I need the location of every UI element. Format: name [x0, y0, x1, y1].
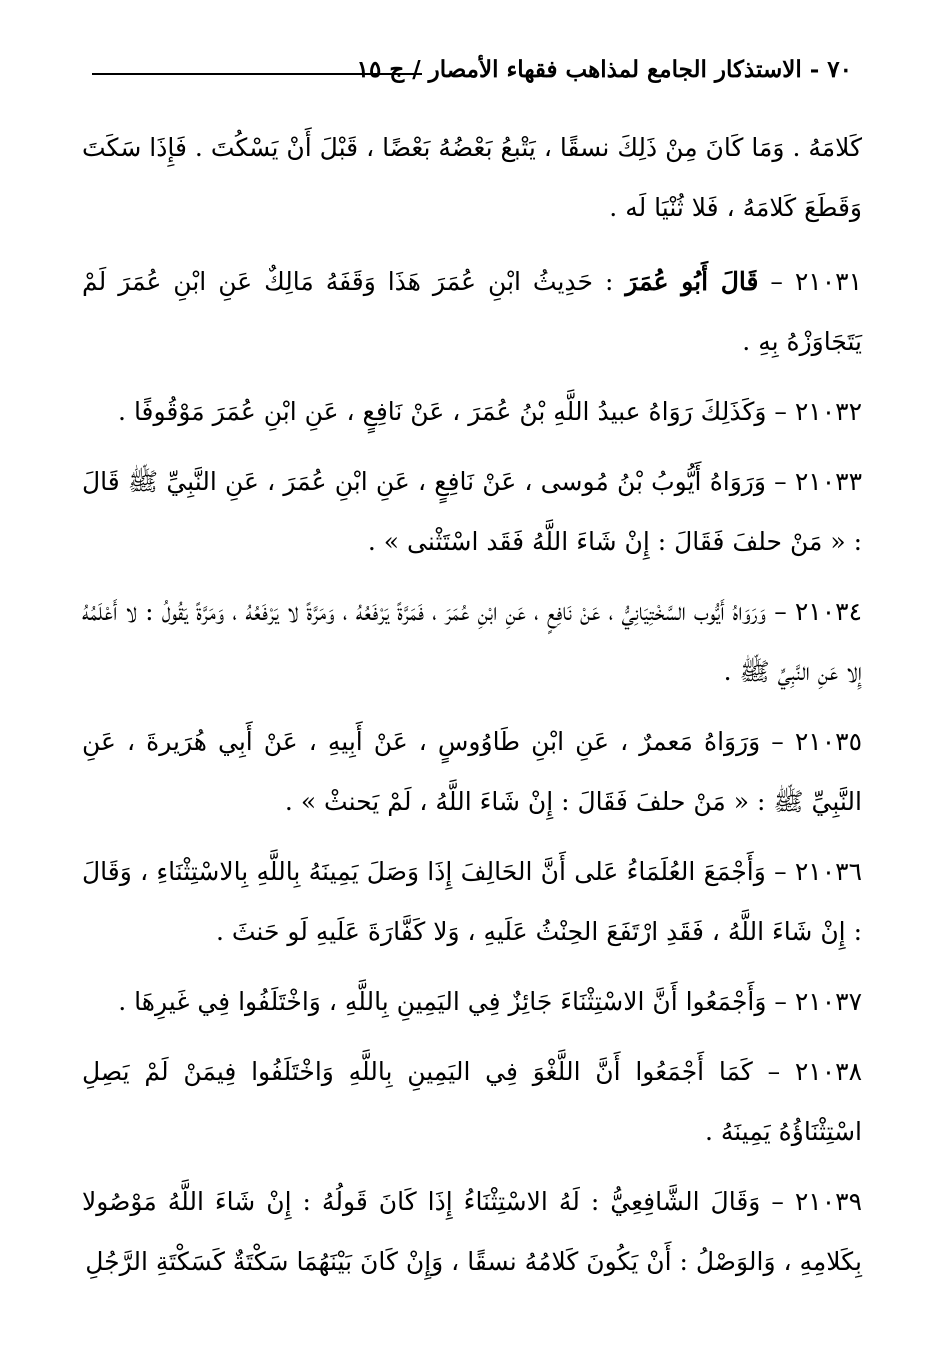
header-rule [92, 73, 422, 75]
paragraph-number: ٢١٠٣١ [794, 267, 862, 296]
paragraph-text: وَقَالَ الشَّافِعِيُّ : لَهُ الاسْتِثْنَاءُ إِذَا كَانَ قَولُهُ : إِنْ شَاءَ اللَّهُ مَوْصُولا بِكَلامِهِ ، وَالوَصْلُ : أَنْ يَكُونَ كَلامُهُ نسقًا ، وَإِنْ كَانَ بَيْنَهُمَا سَكْتَةٌ كَسَكْتَةِ الرَّجُلِ [82, 1187, 862, 1276]
number-dash: – [765, 467, 787, 496]
paragraph-text: وَرَوَاهُ أَيُّوبُ بْنُ مُوسى ، عَنْ نَافِعٍ ، عَنِ ابْنِ عُمَرَ ، عَنِ النَّبِيِّ ﷺ قَالَ : « مَنْ حلفَ فَقَالَ : إِنْ شَاءَ اللَّهُ فَقَد اسْتَثْنى » . [82, 467, 862, 556]
paragraph-text: وَرَوَاهُ أَيُّوب السَّخْتِيَانِيُّ ، عَنْ نَافِعٍ ، عَنِ ابْنِ عُمَرَ ، فَمَرَّةً يَرْفَعُهُ ، وَمَرَّةً لا يَرْفَعُهُ ، وَمَرَّةً يَقُولُ : لا أَعْلَمُهُ إِلا عَنِ النَّبِيِّ ﷺ . [82, 597, 862, 686]
header-title: ٧٠ - الاستذكار الجامع لمذاهب فقهاء الأمصار / ج ١٥ [356, 56, 852, 83]
paragraph-21032 [82, 382, 862, 442]
paragraph-speaker: قَالَ أَبُو عُمَرَ [625, 267, 759, 296]
paragraph-number: ٢١٠٣٥ [794, 727, 863, 756]
number-dash: – [766, 987, 787, 1016]
paragraph-number: ٢١٠٣٦ [794, 857, 862, 886]
number-dash: – [752, 1057, 781, 1086]
paragraph-21037 [82, 972, 862, 1032]
number-dash: – [760, 727, 784, 756]
paragraph-number: ٢١٠٣٤ [794, 597, 862, 626]
paragraph-number: ٢١٠٣٣ [794, 467, 862, 496]
paragraph-text: كَلامَهُ . وَمَا كَانَ مِنْ ذَلِكَ نسقًا ، يَتْبعُ بَعْضُهُ بَعْضًا ، قَبْلَ أَنْ يَسْكُتَ . فَإِذَا سَكَتَ وَقَطَعَ كَلامَهُ ، فَلا ثُنْيَا لَه . [82, 133, 862, 222]
number-dash: – [758, 267, 783, 296]
paragraph-21031 [82, 252, 862, 372]
paragraph-text: وَكَذَلِكَ رَوَاهُ عبيدُ اللَّهِ بْنُ عُمَرَ ، عَنْ نَافِعٍ ، عَنِ ابْنِ عُمَرَ مَوْقُوفًا . [118, 397, 767, 426]
paragraph-text: : حَدِيثُ ابْنِ عُمَرَ هَذَا وَقَفَهُ مَالِكٌ عَنِ ابْنِ عُمَرَ لَمْ يَتَجَاوَزْهُ بِهِ . [82, 267, 862, 356]
paragraph-number: ٢١٠٣٨ [794, 1057, 863, 1086]
number-dash: – [766, 597, 787, 626]
number-dash: – [765, 857, 787, 886]
paragraph-text: كَمَا أَجْمَعُوا أَنَّ اللَّغْوَ فِي اليَمِينِ بِاللَّهِ وَاخْتَلَفُوا فِيمَنْ لَمْ يَصِلِ اسْتِثْنَاؤُهُ يَمِينَهُ . [82, 1057, 862, 1146]
paragraph-21035 [82, 712, 862, 832]
paragraph-number: ٢١٠٣٢ [794, 397, 862, 426]
page-body [82, 118, 862, 1302]
paragraph-number: ٢١٠٣٧ [794, 987, 862, 1016]
paragraph-21036 [82, 842, 862, 962]
paragraph-21039 [82, 1172, 862, 1292]
paragraph-text: وَأَجْمَعَ العُلَمَاءُ عَلى أَنَّ الحَالِفَ إِذَا وَصَلَ يَمِينَهُ بِاللَّهِ بِالاسْتِثْنَاءِ ، وَقَالَ : إِنْ شَاءَ اللَّهُ ، فَقَدِ ارْتَفَعَ الحِنْثُ عَلَيهِ ، وَلا كَفَّارَةَ عَلَيهِ لَو حَنثَ . [82, 857, 862, 946]
paragraph-text: وَرَوَاهُ مَعمرٌ ، عَنِ ابْنِ طَاوُوسٍ ، عَنْ أَبِيهِ ، عَنْ أَبِي هُرَيرةَ ، عَنِ النَّبِيِّ ﷺ : « مَنْ حلفَ فَقَالَ : إِنْ شَاءَ اللَّهُ ، لَمْ يَحنثْ » . [82, 727, 862, 816]
paragraph-21038 [82, 1042, 862, 1162]
number-dash: – [766, 397, 787, 426]
paragraph-number: ٢١٠٣٩ [794, 1187, 863, 1216]
number-dash: – [760, 1187, 784, 1216]
paragraph-21034 [82, 582, 862, 702]
paragraph-continuation [82, 118, 862, 238]
paragraph-text: وَأَجْمَعُوا أَنَّ الاسْتِثْنَاءَ جَائِزٌ فِي اليَمِينِ بِاللَّهِ ، وَاخْتَلَفُوا فِي غَيرِهَا . [118, 987, 767, 1016]
running-header [82, 50, 852, 90]
paragraph-21033 [82, 452, 862, 572]
